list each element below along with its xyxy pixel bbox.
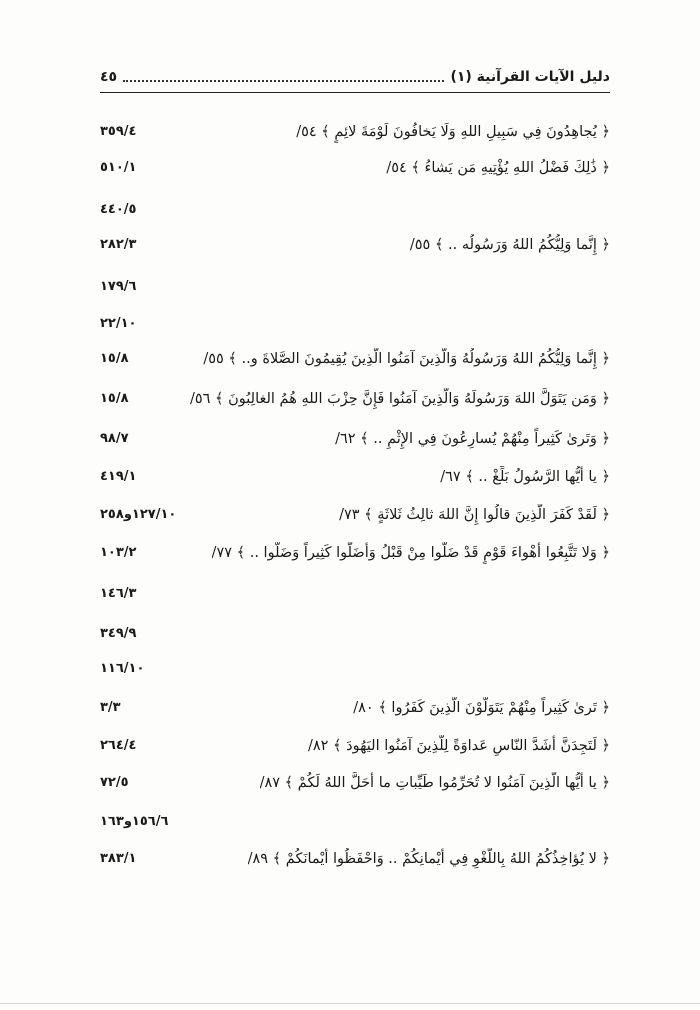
page-number: ٤٥ [100, 69, 118, 85]
index-entry [100, 157, 610, 179]
volume-page-ref: ٤٤٠/٥ [100, 202, 137, 217]
index-entry [100, 848, 610, 870]
index-entry [100, 466, 610, 488]
volume-page-ref: ٢٨٢/٣ [100, 237, 137, 252]
volume-page-ref: ١٥/٨ [100, 391, 129, 406]
volume-page-ref: ٣٥٩/٤ [100, 124, 137, 139]
index-entry [100, 583, 610, 605]
index-entry [100, 388, 610, 410]
volume-page-ref: ١٥٦/٦و١٦٣ [100, 814, 169, 829]
index-entry [100, 772, 610, 794]
volume-page-ref: ٣٨٣/١ [100, 851, 137, 866]
volume-page-ref: ٣/٣ [100, 700, 121, 715]
verse-text: ﴿ يا أَيُّها الرَّسُولُ بَلِّغْ .. ﴾ ٦٧/ [440, 469, 610, 485]
index-entry [100, 428, 610, 450]
header-leader-dots [123, 80, 444, 82]
volume-page-ref: ٧٢/٥ [100, 775, 129, 790]
index-entry [100, 234, 610, 256]
verse-text: ﴿ يُجاهِدُونَ فِي سَبِيلِ اللهِ وَلَا يَخافُونَ لَوْمَةَ لائِمٍ ﴾ ٥٤/ [296, 124, 610, 140]
volume-page-ref: ١٤٦/٣ [100, 586, 137, 601]
index-entry [100, 313, 610, 335]
verse-text: ﴿ يا أَيُّها الَّذِينَ آمَنُوا لا تُحَرِّمُوا طَيِّباتِ ما أَحَلَّ اللهُ لَكُمْ ﴾ ٨٧/ [259, 775, 610, 791]
volume-page-ref: ٣٤٩/٩ [100, 626, 137, 641]
verse-text: ﴿ إِنَّما وَلِيُّكُمُ اللهُ وَرَسُولُه .. ﴾ ٥٥/ [409, 237, 610, 253]
index-entry [100, 504, 610, 526]
index-entry [100, 121, 610, 143]
volume-page-ref: ١٠٣/٢ [100, 545, 137, 560]
index-entry [100, 658, 610, 680]
index-entry [100, 199, 610, 221]
header-rule [100, 92, 610, 93]
volume-page-ref: ١١٦/١٠ [100, 661, 145, 676]
volume-page-ref: ٥١٠/١ [100, 160, 137, 175]
page-bottom-edge [0, 1003, 700, 1004]
index-entry [100, 542, 610, 564]
index-entry [100, 735, 610, 757]
index-entry [100, 623, 610, 645]
verse-text: ﴿ لا يُؤاخِذُكُمُ اللهُ بِاللَّغْوِ فِي أَيْمانِكُمْ .. وَاحْفَظُوا أَيْمانَكُمْ ﴾ ٨٩/ [247, 851, 610, 867]
volume-page-ref: ٢٦٤/٤ [100, 738, 137, 753]
volume-page-ref: ٤١٩/١ [100, 469, 137, 484]
volume-page-ref: ١٥/٨ [100, 351, 129, 366]
page-header [100, 62, 610, 92]
volume-page-ref: ٩٨/٧ [100, 431, 129, 446]
index-entry [100, 811, 610, 833]
header-title: دليل الآيات القرآنية (١) [450, 69, 610, 85]
verse-text: ﴿ وَتَرىٰ كَثِيراً مِنْهُمْ يُسارِعُونَ فِي الإِثْمِ .. ﴾ ٦٢/ [335, 431, 610, 447]
verse-text: ﴿ لَتَجِدَنَّ أَشَدَّ النّاسِ عَداوَةً لِلَّذِينَ آمَنُوا اليَهُودَ ﴾ ٨٢/ [307, 738, 610, 754]
index-entry [100, 697, 610, 719]
verse-text: ﴿ ذَٰلِكَ فَضْلُ اللهِ يُؤْتِيهِ مَن يَشاءُ ﴾ ٥٤/ [386, 160, 610, 176]
verse-text: ﴿ وَلا تَتَّبِعُوا أَهْواءَ قَوْمٍ قَدْ ضَلُّوا مِنْ قَبْلُ وَأَضَلُّوا كَثِيراً وَضَلُّوا .. ﴾ ٧٧/ [211, 545, 610, 561]
verse-text: ﴿ لَقَدْ كَفَرَ الَّذِينَ قالُوا إِنَّ اللهَ ثالِثُ ثَلاثَةٍ ﴾ ٧٣/ [339, 507, 610, 523]
verse-text: ﴿ تَرىٰ كَثِيراً مِنْهُمْ يَتَوَلَّوْنَ الَّذِينَ كَفَرُوا ﴾ ٨٠/ [353, 700, 610, 716]
verse-text: ﴿ إِنَّما وَلِيُّكُمُ اللهُ وَرَسُولُهُ وَالَّذِينَ آمَنُوا الَّذِينَ يُقِيمُونَ الصَّلاةَ و.. ﴾ ٥٥/ [203, 351, 610, 367]
index-entry [100, 276, 610, 298]
volume-page-ref: ١٧٩/٦ [100, 279, 137, 294]
volume-page-ref: ١٢٧/١٠و٢٥٨ [100, 507, 177, 522]
verse-text: ﴿ وَمَن يَتَوَلَّ اللهَ وَرَسُولَهُ وَالَّذِينَ آمَنُوا فَإِنَّ حِزْبَ اللهِ هُمُ الغالِبُونَ ﴾ ٥٦/ [189, 391, 610, 407]
index-entry [100, 348, 610, 370]
volume-page-ref: ٢٢/١٠ [100, 316, 137, 331]
